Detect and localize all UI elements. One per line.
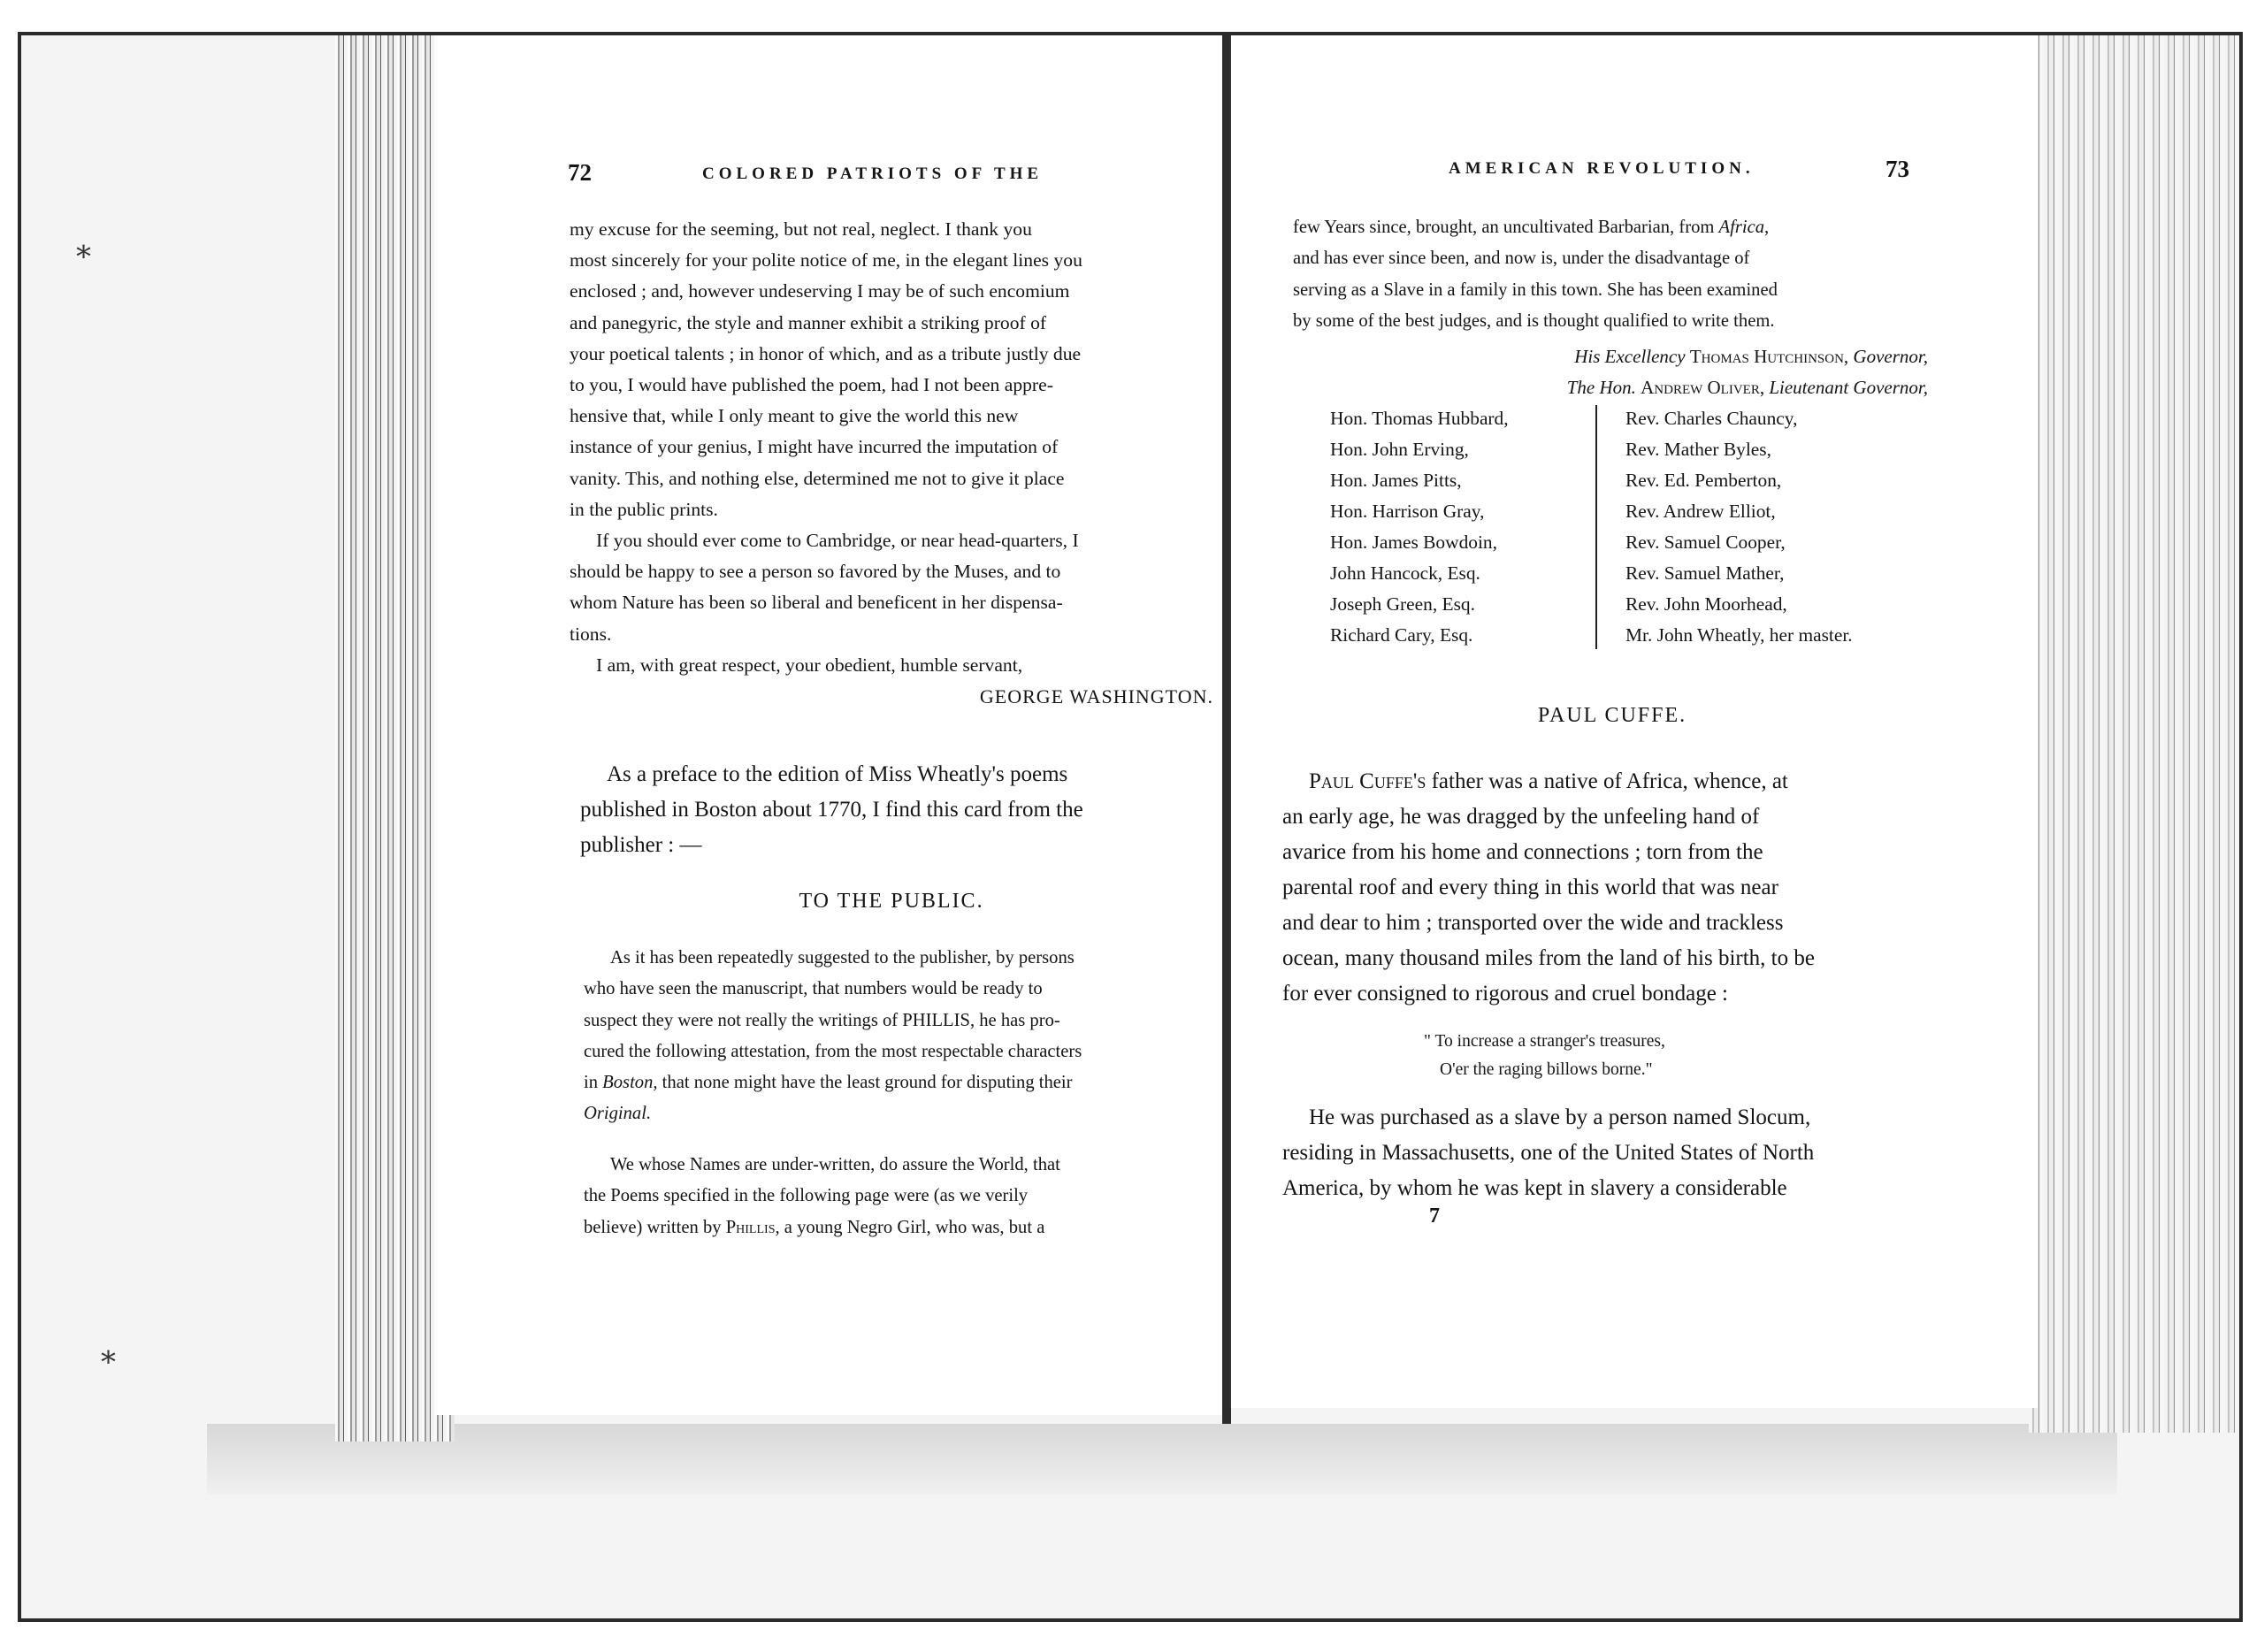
public-notice-text — [584, 943, 1213, 1130]
signer-name: Hon. Harrison Gray, — [1330, 501, 1485, 522]
text-line: parental roof and every thing in this world that was near — [1282, 876, 1778, 899]
signer-name: Rev. Charles Chauncy, — [1625, 408, 1798, 429]
column-divider — [1595, 405, 1597, 649]
text-line: As a preface to the edition of Miss Wheatly's poems — [607, 762, 1068, 786]
text-line: in the public prints. — [570, 498, 718, 520]
text-line: and has ever since been, and now is, under the disadvantage of — [1293, 249, 1750, 269]
signer-name: Richard Cary, Esq. — [1330, 624, 1473, 646]
cuffe-text — [1282, 764, 1933, 1012]
text-line: and dear to him ; transported over the wide and trackless — [1282, 911, 1784, 935]
signer-line: The Hon. Andrew Oliver, Lieutenant Governor, — [1566, 377, 1928, 398]
signer-name: John Hancock, Esq. — [1330, 562, 1480, 584]
text-line: Paul Cuffe's father was a native of Africa, whence, at — [1309, 769, 1788, 793]
scan-mark-icon: ⁎ — [76, 232, 91, 264]
text-line: hensive that, while I only meant to give the world this new — [570, 405, 1019, 427]
preface-text — [580, 757, 1213, 863]
text-line: for ever consigned to rigorous and cruel bondage : — [1282, 982, 1729, 1006]
running-head: AMERICAN REVOLUTION. — [1449, 159, 1755, 178]
letter-signature: GEORGE WASHINGTON. — [979, 685, 1213, 708]
text-line: most sincerely for your polite notice of me, in the elegant lines you — [570, 249, 1082, 272]
scan-frame — [18, 32, 2243, 1622]
text-line: my excuse for the seeming, but not real, neglect. I thank you — [570, 218, 1032, 240]
text-line: avarice from his home and connections ; torn from the — [1282, 840, 1763, 864]
text-line: If you should ever come to Cambridge, or near head-quarters, I — [596, 530, 1079, 552]
signer-name: Hon. John Erving, — [1330, 439, 1469, 460]
page-number: 73 — [1885, 156, 1909, 182]
page-number: 72 — [568, 159, 592, 186]
text-line: Original. — [584, 1104, 652, 1124]
scan-mark-icon: ⁎ — [101, 1337, 116, 1370]
text-line: an early age, he was dragged by the unfeeling hand of — [1282, 805, 1760, 829]
running-head: COLORED PATRIOTS OF THE — [702, 164, 1044, 183]
book-shadow — [207, 1424, 2117, 1495]
signer-list-left — [1330, 403, 1509, 651]
right-page — [1229, 35, 2038, 1408]
signer-name: Hon. James Bowdoin, — [1330, 532, 1497, 553]
verse-quote — [1424, 1028, 1665, 1084]
text-line: serving as a Slave in a family in this town. She has been examined — [1293, 279, 1778, 300]
section-heading: PAUL CUFFE. — [1537, 704, 1687, 727]
text-line: few Years since, brought, an uncultivated Barbarian, from Africa, — [1293, 218, 1770, 237]
signer-name: Rev. Andrew Elliot, — [1625, 501, 1776, 522]
text-line: suspect they were not really the writings of PHILLIS, he has pro- — [584, 1010, 1060, 1030]
signer-name: Rev. Ed. Pemberton, — [1625, 470, 1782, 491]
text-line: believe) written by Phillis, a young Negro Girl, who was, but a — [584, 1217, 1045, 1237]
text-line: We whose Names are under-written, do assure the World, that — [610, 1155, 1060, 1174]
text-line: tions. — [570, 623, 612, 645]
text-line: vanity. This, and nothing else, determined me not to give it place — [570, 467, 1065, 489]
text-line: to you, I would have published the poem, had I not been appre- — [570, 374, 1053, 396]
text-line: cured the following attestation, from the most respectable characters — [584, 1041, 1082, 1061]
section-heading: TO THE PUBLIC. — [799, 890, 984, 913]
attestation-continued — [1293, 212, 1928, 337]
text-line: residing in Massachusetts, one of the United States of North — [1282, 1141, 1815, 1165]
left-page — [437, 35, 1227, 1415]
signer-name: Hon. James Pitts, — [1330, 470, 1462, 491]
text-line: the Poems specified in the following page were (as we verily — [584, 1186, 1029, 1206]
principal-signers — [1293, 341, 1928, 403]
signer-line: His Excellency Thomas Hutchinson, Governor, — [1574, 346, 1928, 367]
signer-name: Rev. Samuel Cooper, — [1625, 532, 1786, 553]
text-line: ocean, many thousand miles from the land of his birth, to be — [1282, 946, 1815, 970]
text-line: publisher : — — [580, 833, 702, 857]
letter-text — [570, 214, 1213, 712]
signer-name: Joseph Green, Esq. — [1330, 593, 1475, 615]
text-line: published in Boston about 1770, I find this card from the — [580, 798, 1083, 822]
signer-name: Rev. John Moorhead, — [1625, 593, 1787, 615]
signer-name: Mr. John Wheatly, her master. — [1625, 624, 1853, 646]
text-line: He was purchased as a slave by a person named Slocum, — [1309, 1105, 1811, 1129]
text-line: by some of the best judges, and is thought qualified to write them. — [1293, 310, 1775, 331]
verse-line: O'er the raging billows borne." — [1440, 1060, 1653, 1079]
verse-line: " To increase a stranger's treasures, — [1424, 1032, 1665, 1051]
text-line: America, by whom he was kept in slavery a considerable — [1282, 1176, 1787, 1200]
text-line: instance of your genius, I might have incurred the imputation of — [570, 436, 1059, 458]
text-line: and panegyric, the style and manner exhibit a striking proof of — [570, 311, 1047, 333]
text-line: in Boston, that none might have the least ground for disputing their — [584, 1073, 1073, 1093]
letter-closing: I am, with great respect, your obedient, humble servant, — [596, 654, 1023, 676]
signer-list-right — [1625, 403, 1853, 651]
text-line: who have seen the manuscript, that numbers would be ready to — [584, 979, 1043, 999]
text-line: should be happy to see a person so favored by the Muses, and to — [570, 561, 1061, 583]
slocum-text — [1282, 1100, 1933, 1206]
text-line: whom Nature has been so liberal and beneficent in her dispensa- — [570, 592, 1063, 614]
right-page-edges — [2029, 35, 2237, 1433]
signer-name: Rev. Mather Byles, — [1625, 439, 1771, 460]
attestation-text — [584, 1150, 1213, 1243]
text-line: your poetical talents ; in honor of which, and as a tribute justly due — [570, 342, 1082, 364]
text-line: As it has been repeatedly suggested to the publisher, by persons — [610, 948, 1075, 967]
signature-mark: 7 — [1429, 1205, 1440, 1228]
text-line: enclosed ; and, however undeserving I may be of such encomium — [570, 280, 1070, 302]
signer-name: Rev. Samuel Mather, — [1625, 562, 1785, 584]
signer-name: Hon. Thomas Hubbard, — [1330, 408, 1509, 429]
